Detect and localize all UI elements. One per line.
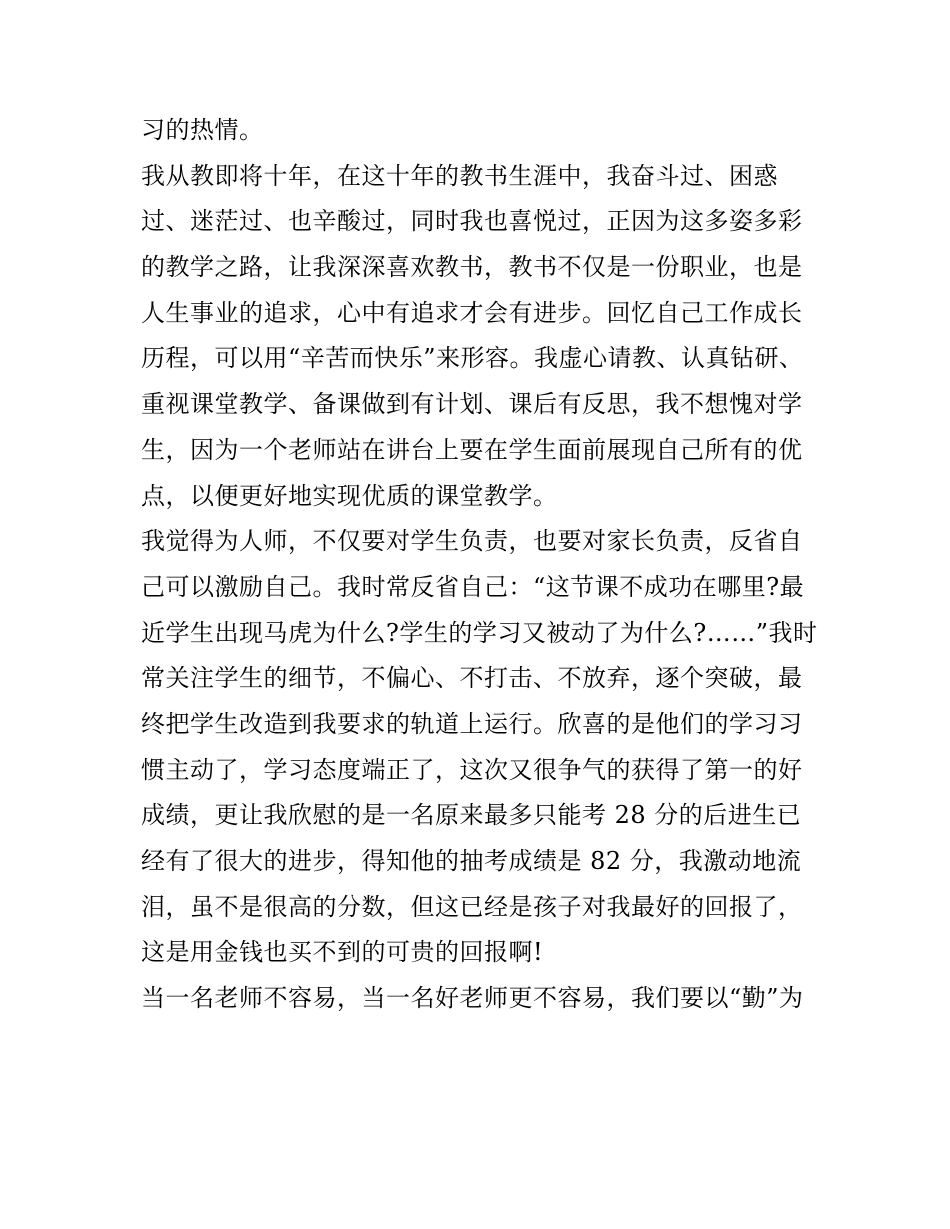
text-line: 泪，虽不是很高的分数，但这已经是孩子对我最好的回报了， xyxy=(141,892,803,921)
text-line: 生，因为一个老师站在讲台上要在学生面前展现自己所有的优 xyxy=(141,435,803,464)
text-line: 历程，可以用“辛苦而快乐”来形容。我虚心请教、认真钻研、 xyxy=(141,344,804,373)
text-line: 近学生出现马虎为什么?学生的学习又被动了为什么?……”我时 xyxy=(141,618,818,647)
text-line: 我从教即将十年，在这十年的教书生涯中，我奋斗过、困惑 xyxy=(141,161,778,190)
body-text xyxy=(141,108,821,1022)
text-line: 点，以便更好地实现优质的课堂教学。 xyxy=(141,481,558,510)
text-line: 重视课堂教学、备课做到有计划、课后有反思，我不想愧对学 xyxy=(141,390,803,419)
text-line: 人生事业的追求，心中有追求才会有进步。回忆自己工作成长 xyxy=(141,298,803,327)
text-line: 的教学之路，让我深深喜欢教书，教书不仅是一份职业，也是 xyxy=(141,253,803,282)
text-line: 惯主动了，学习态度端正了，这次又很争气的获得了第一的好 xyxy=(141,755,803,784)
text-line: 成绩，更让我欣慰的是一名原来最多只能考 28 分的后进生已 xyxy=(141,801,802,830)
text-line: 常关注学生的细节，不偏心、不打击、不放弃，逐个突破，最 xyxy=(141,664,803,693)
text-line: 我觉得为人师，不仅要对学生负责，也要对家长负责，反省自 xyxy=(141,527,803,556)
text-line: 当一名老师不容易，当一名好老师更不容易，我们要以“勤”为 xyxy=(141,984,804,1013)
text-line: 这是用金钱也买不到的可贵的回报啊! xyxy=(141,938,544,967)
text-line: 终把学生改造到我要求的轨道上运行。欣喜的是他们的学习习 xyxy=(141,709,803,738)
text-line: 习的热情。 xyxy=(141,116,264,144)
text-line: 过、迷茫过、也辛酸过，同时我也喜悦过，正因为这多姿多彩 xyxy=(141,207,803,236)
text-line: 经有了很大的进步，得知他的抽考成绩是 82 分，我激动地流 xyxy=(141,847,802,875)
text-line: 己可以激励自己。我时常反省自己：“这节课不成功在哪里?最 xyxy=(141,572,805,601)
